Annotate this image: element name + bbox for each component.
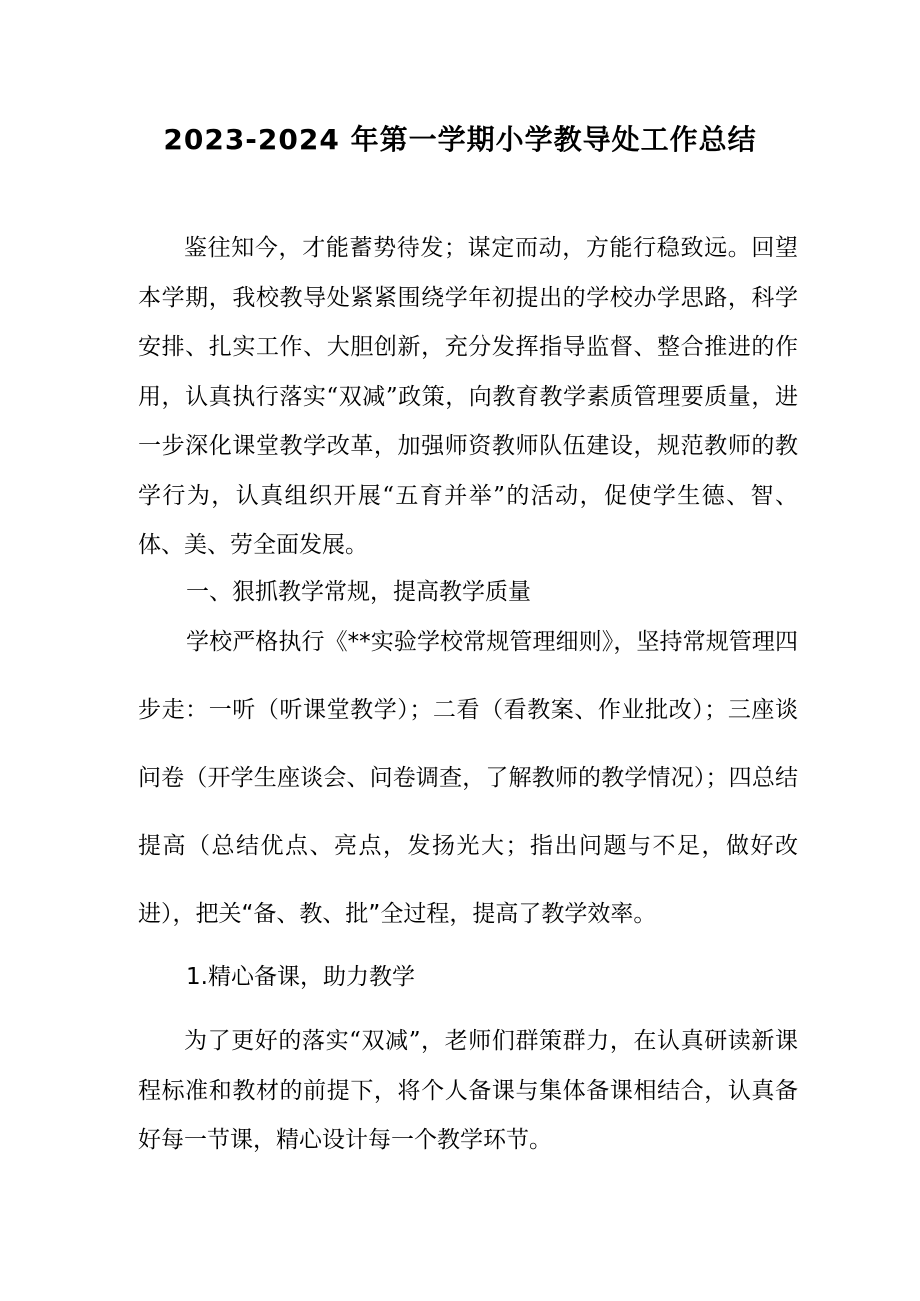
- document-title: 2023-2024 年第一学期小学教导处工作总结: [163, 123, 757, 156]
- section-1-paragraph: 学校严格执行《**实验学校常规管理细则》，坚持常规管理四步走：一听（听课堂教学）；二看（看教案、作业批改）；三座谈问卷（开学生座谈会、问卷调查，了解教师的教学情况）；四总结提高（总结优点、亮点，发扬光大；指出问题与不足，做好改进），把关“备、教、批”全过程，提高了教学效率。: [138, 629, 798, 927]
- section-1-heading: 一、狠抓教学常规，提高教学质量: [186, 579, 531, 605]
- intro-paragraph: 鉴往知今，才能蓄势待发；谋定而动，方能行稳致远。回望本学期，我校教导处紧紧围绕学年初提出的学校办学思路，科学安排、扎实工作、大胆创新，充分发挥指导监督、整合推进的作用，认真执行落实“双减”政策，向教育教学素质管理要质量，进一步深化课堂教学改革，加强师资教师队伍建设，规范教师的教学行为，认真组织开展“五育并举”的活动，促使学生德、智、体、美、劳全面发展。: [138, 235, 798, 558]
- subsection-1-heading: 1.精心备课，助力教学: [186, 964, 415, 990]
- subsection-1-paragraph: 为了更好的落实“双减”，老师们群策群力，在认真研读新课程标准和教材的前提下，将个人备课与集体备课相结合，认真备好每一节课，精心设计每一个教学环节。: [138, 1028, 798, 1153]
